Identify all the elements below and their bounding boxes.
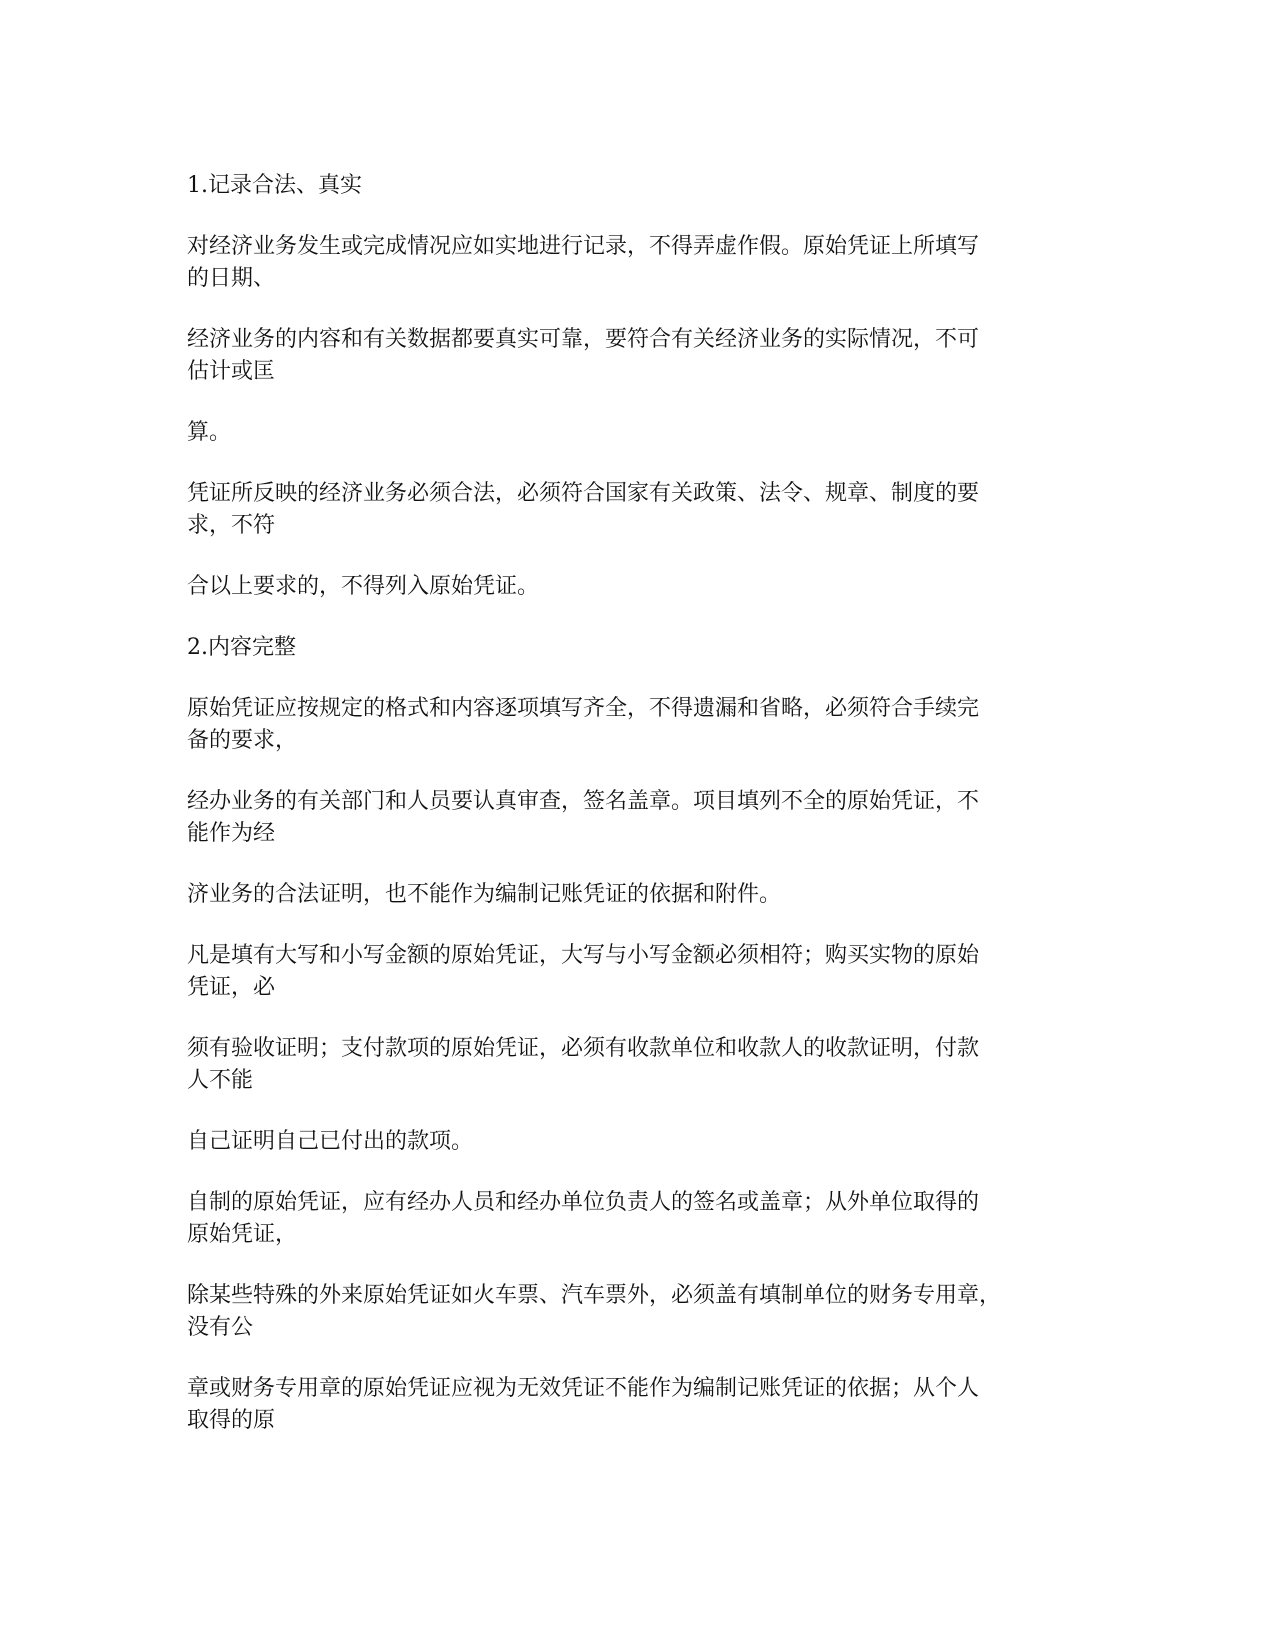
paragraph: 须有验收证明；支付款项的原始凭证，必须有收款单位和收款人的收款证明，付款 人不能 <box>187 1036 980 1093</box>
heading-2: 2.内容完整 <box>187 635 296 660</box>
heading-1: 1.记录合法、真实 <box>187 173 362 198</box>
paragraph: 除某些特殊的外来原始凭证如火车票、汽车票外，必须盖有填制单位的财务专用章， 没有公 <box>187 1283 1002 1340</box>
paragraph: 原始凭证应按规定的格式和内容逐项填写齐全，不得遗漏和省略，必须符合手续完 备的要求， <box>187 696 980 753</box>
paragraph: 济业务的合法证明，也不能作为编制记账凭证的依据和附件。 <box>187 882 782 907</box>
paragraph: 自己证明自己已付出的款项。 <box>187 1129 474 1154</box>
paragraph: 自制的原始凭证，应有经办人员和经办单位负责人的签名或盖章；从外单位取得的 原始凭证， <box>187 1190 980 1247</box>
paragraph: 经办业务的有关部门和人员要认真审查，签名盖章。项目填列不全的原始凭证，不 能作为经 <box>187 789 980 846</box>
paragraph: 凡是填有大写和小写金额的原始凭证，大写与小写金额必须相符；购买实物的原始 凭证，必 <box>187 943 980 1000</box>
paragraph: 合以上要求的，不得列入原始凭证。 <box>187 574 540 599</box>
paragraph: 算。 <box>187 420 232 445</box>
paragraph: 凭证所反映的经济业务必须合法，必须符合国家有关政策、法令、规章、制度的要 求，不符 <box>187 481 980 538</box>
document-body <box>187 170 1087 1466</box>
paragraph: 对经济业务发生或完成情况应如实地进行记录，不得弄虚作假。原始凭证上所填写 的日期、 <box>187 234 980 291</box>
paragraph: 经济业务的内容和有关数据都要真实可靠，要符合有关经济业务的实际情况，不可 估计或匡 <box>187 327 980 384</box>
paragraph: 章或财务专用章的原始凭证应视为无效凭证不能作为编制记账凭证的依据；从个人 取得的原 <box>187 1376 980 1433</box>
